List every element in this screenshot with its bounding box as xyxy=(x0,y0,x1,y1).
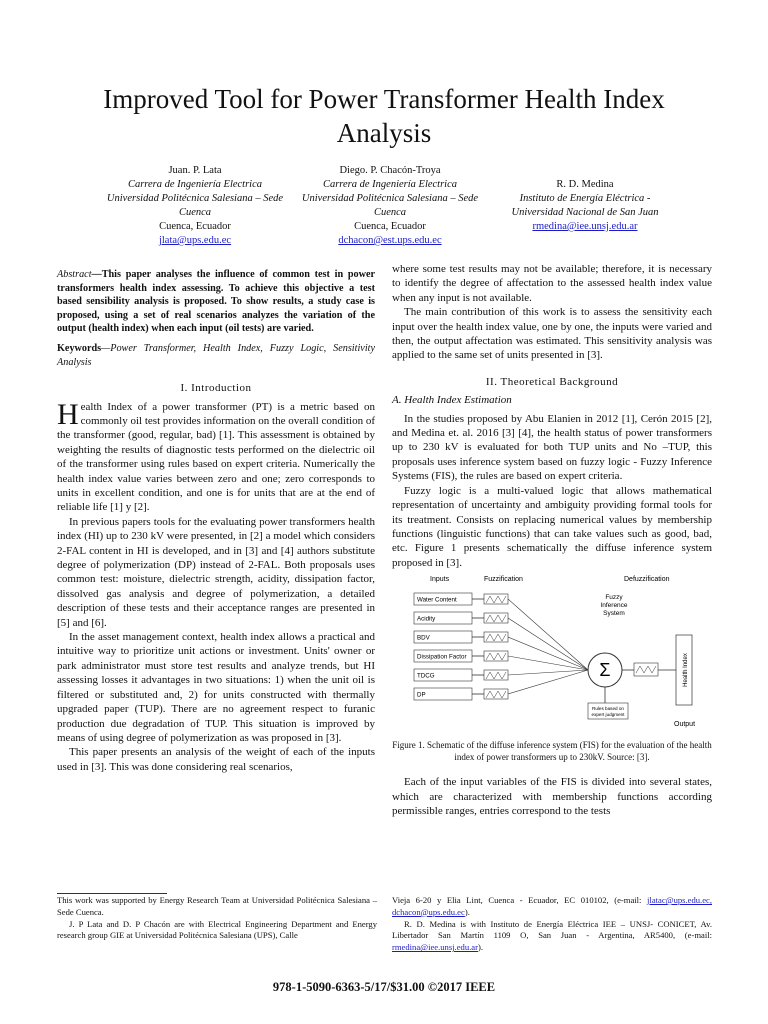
figure-fis-diagram xyxy=(392,572,712,737)
keywords-text: —Power Transformer, Health Index, Fuzzy Logic, Sensitivity Analysis xyxy=(57,342,375,368)
input-label: BDV xyxy=(417,634,430,642)
fis-label-1: Fuzzy xyxy=(605,594,623,602)
subsection-heading: A. Health Index Estimation xyxy=(392,394,512,407)
paper-title: Improved Tool for Power Transformer Health Index Analysis xyxy=(103,84,665,148)
author-email-link[interactable]: rmedina@iee.unsj.edu.ar xyxy=(532,221,638,232)
footnote-medina xyxy=(392,919,712,954)
author-2 xyxy=(295,164,485,248)
right-column xyxy=(392,262,712,818)
rules-line-1: Rules based on xyxy=(592,706,624,712)
keywords xyxy=(57,342,375,369)
left-column xyxy=(57,268,375,774)
author-3 xyxy=(490,164,680,248)
input-label: Acidity xyxy=(417,615,436,623)
input-label: DP xyxy=(417,691,426,699)
right-paragraph-2: The main contribution of this work is to assess the sensitivity each input over the health index value, one by one, the inputs were varied and then, the output affectation was estimated. This sensitivity analysis was applied to the same set of units presented in [3]. xyxy=(392,306,712,362)
label-inputs: Inputs xyxy=(430,576,450,584)
footnote-affiliation: J. P Lata and D. P Chacón are with Electrical Engineering Department and Energy research group GIE at Universidad Politécnica Salesiana (UPS), Calle xyxy=(57,918,377,941)
abstract-label: Abstract xyxy=(57,269,92,280)
fis-label-2: Inference xyxy=(600,602,628,610)
author-email-link[interactable]: jlata@ups.edu.ec xyxy=(158,235,232,246)
author-name: R. D. Medina xyxy=(556,179,614,190)
author-affiliation: Carrera de Ingeniería Electrica xyxy=(322,179,458,190)
author-location: Cuenca, Ecuador xyxy=(159,221,231,232)
rules-line-2: expert judgment xyxy=(591,712,625,718)
input-label: Dissipation Factor xyxy=(417,653,467,661)
author-affiliation: Universidad Politécnica Salesiana – Sede Cuenca xyxy=(301,193,479,218)
figure-caption: Figure 1. Schematic of the diffuse inference system (FIS) for the evaluation of the health index of power transformers up to 230kV. Source: [3]. xyxy=(392,740,712,763)
footnote-address-end: ). xyxy=(464,906,470,917)
intro-paragraph-3: In the asset management context, health index allows a practical and intuitive way to prioritize unit actions or investment. Units' owner or park administrator must store test results and analyze trends, but HI assessing losses it advantages in two situations: 1) when the unit oil is filtered or substituted and, 2) for units constructed with thermally upgraded paper (TUP). There are no agreement respect to furanic production due degradation of TUP. This situation is improved by means of using degree of polymerization as was proposed in [3]. xyxy=(57,631,375,744)
author-block xyxy=(100,164,680,248)
intro-p1-text: ealth Index of a power transformer (PT) is a metric based on commonly oil test provides information on the overall condition of the transformer (good, regular, bad) [1]. This assessment is obtained by weighting the results of diagnostic tests performed on the dielectric oil of the transformer using rules based on expert criteria. Numerically the health index value varies between zero and one; zero corresponds to units in excellent condition, and one is for units that are at the end of reliable life [1] y [2]. xyxy=(57,400,375,514)
fis-diagram-svg xyxy=(392,572,712,737)
author-name: Diego. P. Chacón-Troya xyxy=(339,165,441,176)
footnote-rule xyxy=(57,893,167,894)
input-rows xyxy=(414,593,588,700)
author-email-link[interactable]: dchacon@est.ups.edu.ec xyxy=(338,235,442,246)
right-paragraph-3: In the studies proposed by Abu Elanien in 2012 [1], Cerón 2015 [2], and Medina et. al. 2016 [3] [4], the health status of power transformers up to 230 kV is evaluated for both TUP units and No –TUP, this proposals uses inference system based on fuzzy logic - Fuzzy Inference Systems (FIS), the rules are based on expert criteria. xyxy=(392,412,712,483)
footnotes-left xyxy=(57,895,377,942)
author-affiliation: Universidad Nacional de San Juan xyxy=(511,207,659,218)
section-heading-background: II. Theoretical Background xyxy=(485,375,619,388)
footnote-medina-end: ). xyxy=(477,942,483,953)
footnote-email-link[interactable]: rmedina@iee.unsj.edu.ar xyxy=(392,942,478,953)
footnote-medina-text: R. D. Medina is with Instituto de Energía Eléctrica IEE – UNSJ- CONICET, Av. Libertador San Martín 1109 O, San Juan - Argentina, AR5400, (e-mail: xyxy=(392,918,712,941)
author-affiliation: Carrera de Ingeniería Electrica xyxy=(127,179,263,190)
input-to-fis-line xyxy=(508,637,588,670)
drop-cap: H xyxy=(57,397,79,431)
right-paragraph-4: Fuzzy logic is a multi-valued logic that allows mathematical representation of uncertainty and ambiguity providing formal tools for its treatment. Consists on replacing numerical values by membership functions (linguistic functions) that can take values such as good, bad, etc. Figure 1 presents schematically the diffuse inference system proposed in [3]. xyxy=(392,484,712,569)
author-affiliation: Instituto de Energía Eléctrica - xyxy=(519,193,651,204)
input-label: TDCG xyxy=(417,672,435,680)
input-to-fis-line xyxy=(508,670,588,694)
author-location: Cuenca, Ecuador xyxy=(354,221,426,232)
label-output: Output xyxy=(674,721,696,729)
footnotes-right xyxy=(392,895,712,954)
keywords-label: Keywords xyxy=(57,342,102,354)
footnote-email-link[interactable]: jlatac@ups.edu.ec, dchacon@ups.edu.ec xyxy=(392,895,712,917)
abstract-text: —This paper analyses the influence of common test in power transformers health index assessing. To achieve this objective a test based sensibility analysis is proposed. To show results, a study case is proposed, using a set of real scenarios analyzes the variation of the output (health index) when each input (oil tests) are varied. xyxy=(57,269,375,335)
label-fuzzification: Fuzzification xyxy=(484,576,523,584)
fis-label-3: System xyxy=(603,610,625,618)
footnote-funding: This work was supported by Energy Research Team at Universidad Politécnica Salesiana – Sede Cuenca. xyxy=(57,895,377,917)
input-label: Water Content xyxy=(417,596,457,604)
author-1 xyxy=(100,164,290,248)
right-paragraph-1: where some test results may not be available; therefore, it is necessary to identify the degree of affectation to the assessed health index value when any input is not available. xyxy=(392,263,712,304)
right-paragraph-5: Each of the input variables of the FIS is divided into several states, which are characterized with membership functions according permissible ranges, entries correspond to the tests xyxy=(392,776,712,817)
intro-paragraph-1 xyxy=(57,397,375,515)
input-to-fis-line xyxy=(508,656,588,670)
copyright-footer: 978-1-5090-6363-5/17/$31.00 ©2017 IEEE xyxy=(272,980,496,994)
section-heading-introduction: I. Introduction xyxy=(180,382,252,395)
author-name: Juan. P. Lata xyxy=(168,165,222,176)
author-affiliation: Universidad Politécnica Salesiana – Sede Cuenca xyxy=(106,193,284,218)
footnote-address-text: Vieja 6-20 y Elia Lint, Cuenca - Ecuador, EC 010102, (e-mail: xyxy=(392,895,642,905)
intro-paragraph-2: In previous papers tools for the evaluating power transformers health index (HI) up to 230 kV were presented, in [2] a model which considers 2-FAL content in HI is developed, and in [3] and [4] authors substitute degree of polymerization (DP) instead of 2-FAL. Both proposals uses common test: moisture, dielectric strength, acidity, dissipation factor, dissolved gas analysis and degree of polymerization, a detailed description of these tests and their acceptance ranges are presented in [5] and [6]. xyxy=(57,515,375,629)
label-defuzzification: Defuzzification xyxy=(624,576,670,584)
abstract xyxy=(57,268,375,336)
sigma-icon: Σ xyxy=(599,660,611,681)
input-to-fis-line xyxy=(508,670,588,675)
health-index-label: Health Index xyxy=(683,653,689,687)
input-to-fis-line xyxy=(508,618,588,670)
intro-paragraph-4: This paper presents an analysis of the weight of each of the inputs used in [3]. This was done considering real scenarios, xyxy=(57,746,375,773)
input-to-fis-line xyxy=(508,599,588,670)
footnote-address xyxy=(392,895,712,919)
